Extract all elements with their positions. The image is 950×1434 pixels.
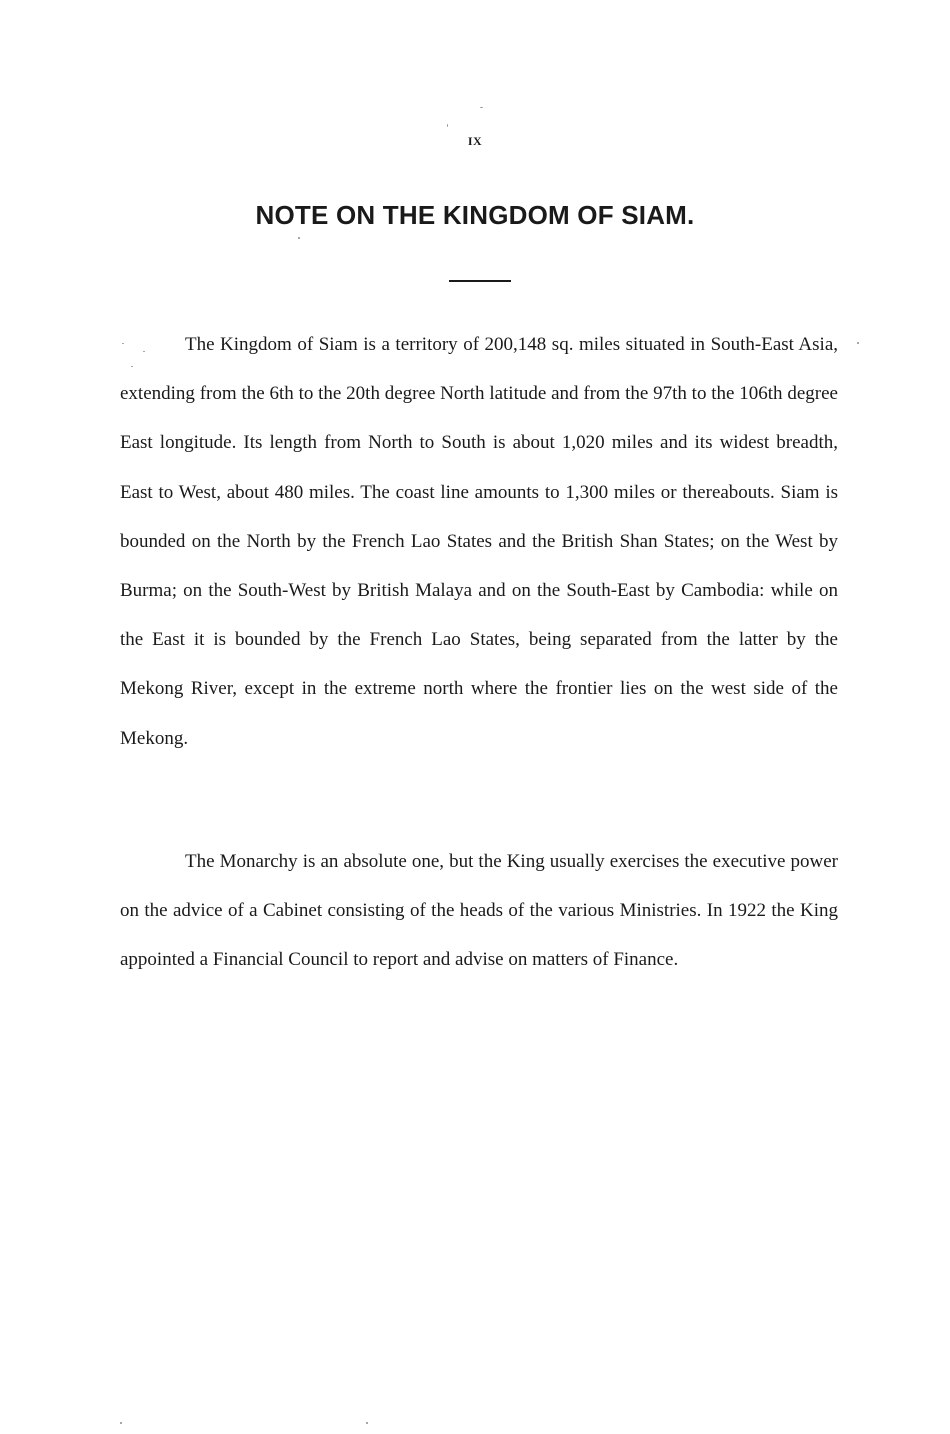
page-number: IX — [467, 134, 483, 148]
scan-speck — [143, 351, 145, 352]
scan-speck — [480, 107, 483, 108]
scan-speck — [120, 1422, 122, 1424]
scan-speck — [366, 1422, 368, 1424]
scan-speck — [122, 343, 124, 344]
scan-speck — [298, 237, 300, 239]
scan-speck — [447, 124, 448, 127]
scan-speck — [857, 342, 859, 344]
title-rule — [449, 280, 511, 282]
paragraph-geography: The Kingdom of Siam is a territory of 200,148 sq. miles situated in South-East Asia, extending from the 6th to the 20th degree North latitude and from the 97th to the 106th degree East longitude. Its length from North to South is about 1,020 miles and its widest breadth, East to West, about 480 miles. The coast line amounts to 1,300 miles or thereabouts. Siam is bounded on the North by the French Lao States and the British Shan States; on the West by Burma; on the South-West by British Malaya and on the South-East by Cambodia: while on the East it is bounded by the French Lao States, being separated from the latter by the Mekong River, except in the extreme north where the frontier lies on the west side of the Mekong. — [120, 334, 838, 749]
scan-speck — [131, 366, 133, 367]
page-title: NOTE ON THE KINGDOM OF SIAM. — [255, 200, 695, 230]
paragraph-government: The Monarchy is an absolute one, but the King usually exercises the executive power on the advice of a Cabinet consisting of the heads of the various Ministries. In 1922 the King appointed a Financial Council to report and advise on matters of Finance. — [120, 851, 838, 971]
